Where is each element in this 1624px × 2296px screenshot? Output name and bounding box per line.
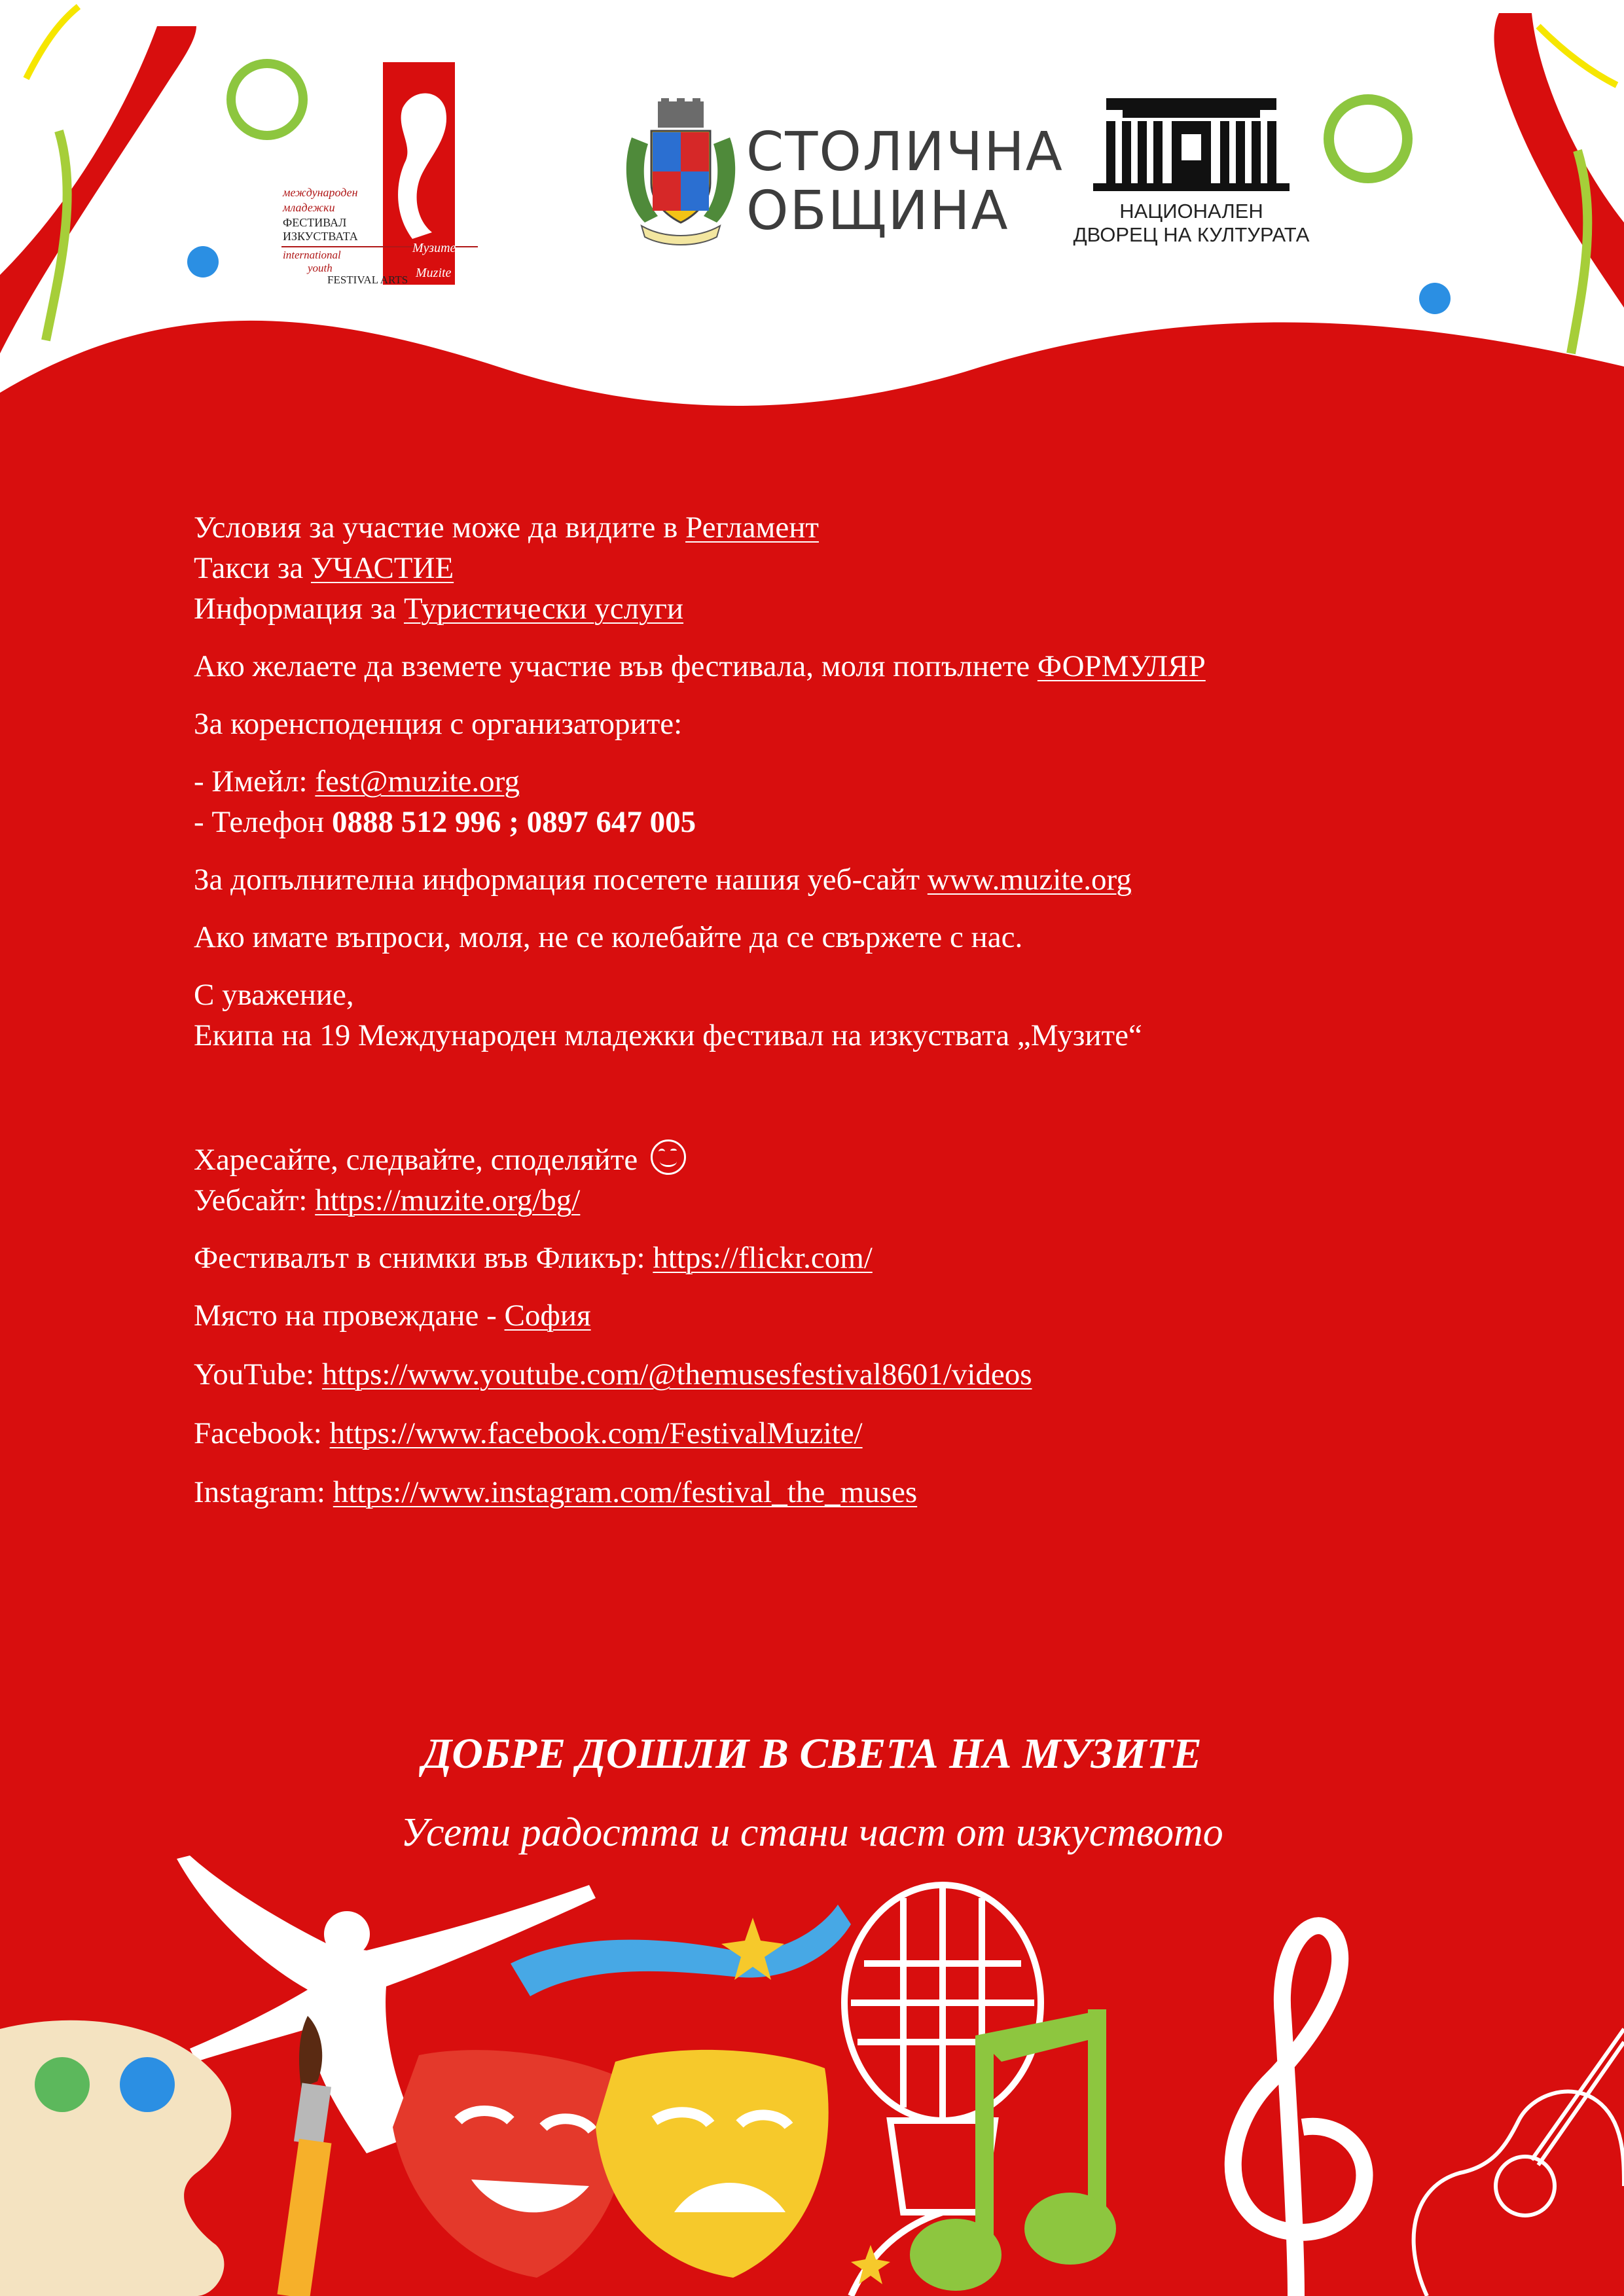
fees-text: Такси за [194, 551, 312, 585]
venue-link[interactable]: София [504, 1299, 591, 1333]
share-line [194, 1139, 1437, 1180]
phone-line [194, 802, 1437, 842]
treble-clef-icon [1233, 1926, 1365, 2296]
instagram-line [194, 1472, 1437, 1513]
more-info-text: За допълнителна информация посетете нашия уеб-сайт [194, 863, 928, 897]
venue-label: Място на провеждане - [194, 1299, 505, 1333]
sofia-logo-line2: ОБЩИНА [746, 180, 1009, 242]
svg-text:Muzite: Muzite [416, 266, 452, 280]
svg-text:международен: международен [283, 186, 358, 199]
facebook-link[interactable]: https://www.facebook.com/FestivalMuzite/ [329, 1416, 863, 1450]
website-line [194, 1180, 1437, 1221]
ndk-logo-name [1067, 200, 1316, 247]
instagram-label: Instagram: [194, 1475, 333, 1509]
youtube-label: YouTube: [194, 1357, 322, 1391]
svg-text:ФЕСТИВАЛ: ФЕСТИВАЛ [283, 216, 347, 229]
flickr-line [194, 1238, 1437, 1278]
flickr-link[interactable]: https://flickr.com/ [653, 1241, 873, 1275]
website-link[interactable]: https://muzite.org/bg/ [315, 1183, 581, 1217]
sofia-municipality-logo [619, 98, 1064, 249]
regards-text: С уважение, [194, 978, 354, 1012]
svg-text:international: international [283, 249, 341, 261]
welcome-title: ДОБРЕ ДОШЛИ В СВЕТА НА МУЗИТЕ [422, 1730, 1202, 1778]
conditions-line [194, 507, 1437, 548]
instagram-link[interactable]: https://www.instagram.com/festival_the_muses [333, 1475, 918, 1509]
sofia-logo-name [746, 123, 1064, 241]
team-signature: Екипа на 19 Международен младежки фестивал на изкуствата „Музите“ [194, 1018, 1142, 1052]
phone-numbers: 0888 512 996 ; 0897 647 005 [331, 805, 696, 839]
website-label: Уебсайт: [194, 1183, 316, 1217]
email-line [194, 761, 1437, 802]
smiley-icon [651, 1139, 686, 1175]
ndk-logo [1067, 98, 1316, 249]
phone-label: - Телефон [194, 805, 332, 839]
fees-line [194, 548, 1437, 588]
svg-text:FESTIVAL ARTS: FESTIVAL ARTS [327, 274, 408, 286]
flickr-label: Фестивалът в снимки във Фликър: [194, 1241, 653, 1275]
youtube-line [194, 1354, 1437, 1395]
form-text: Ако желаете да вземете участие във фестивала, моля попълнете [194, 649, 1038, 683]
form-link[interactable]: ФОРМУЛЯР [1037, 649, 1206, 683]
venue-line [194, 1295, 1437, 1336]
website-short-link[interactable]: www.muzite.org [927, 863, 1132, 897]
tourist-info-line [194, 588, 1437, 629]
tourist-info-text: Информация за [194, 592, 404, 626]
welcome-subtitle: Усети радостта и стани част от изкуството [401, 1810, 1223, 1855]
svg-text:youth: youth [308, 262, 333, 274]
svg-text:ИЗКУСТВАТА: ИЗКУСТВАТА [283, 230, 358, 243]
tourist-services-link[interactable]: Туристически услуги [403, 592, 684, 626]
guitar-icon [1414, 2029, 1624, 2296]
facebook-label: Facebook: [194, 1416, 330, 1450]
sofia-logo-line1: СТОЛИЧНА [746, 121, 1064, 183]
svg-text:младежки: младежки [283, 201, 335, 214]
more-info-line [194, 859, 1437, 900]
email-label: - Имейл: [194, 764, 316, 798]
questions-text: Ако имате въпроси, моля, не се колебайте да се свържете с нас. [194, 920, 1023, 954]
facebook-line [194, 1413, 1437, 1454]
theatre-masks-icon [393, 1905, 851, 2278]
fees-link[interactable]: УЧАСТИЕ [311, 551, 454, 585]
muzite-festival-logo [281, 62, 497, 288]
regulations-link[interactable]: Регламент [685, 511, 819, 545]
footer-illustration [0, 1846, 1624, 2296]
ndk-logo-line2: ДВОРЕЦ НА КУЛТУРАТА [1073, 223, 1310, 246]
ndk-logo-line1: НАЦИОНАЛЕН [1119, 200, 1263, 223]
palette-icon [0, 2020, 231, 2296]
correspondence-heading: За коренсподенция с организаторите: [194, 707, 683, 741]
youtube-link[interactable]: https://www.youtube.com/@themusesfestival8601/videos [321, 1357, 1032, 1391]
svg-text:Музите: Музите [412, 241, 456, 255]
share-text: Харесайте, следвайте, споделяйте [194, 1143, 645, 1177]
flyer-content [194, 507, 1437, 1513]
email-link[interactable]: fest@muzite.org [315, 764, 520, 798]
conditions-text: Условия за участие може да видите в [194, 511, 686, 545]
form-line [194, 646, 1437, 687]
